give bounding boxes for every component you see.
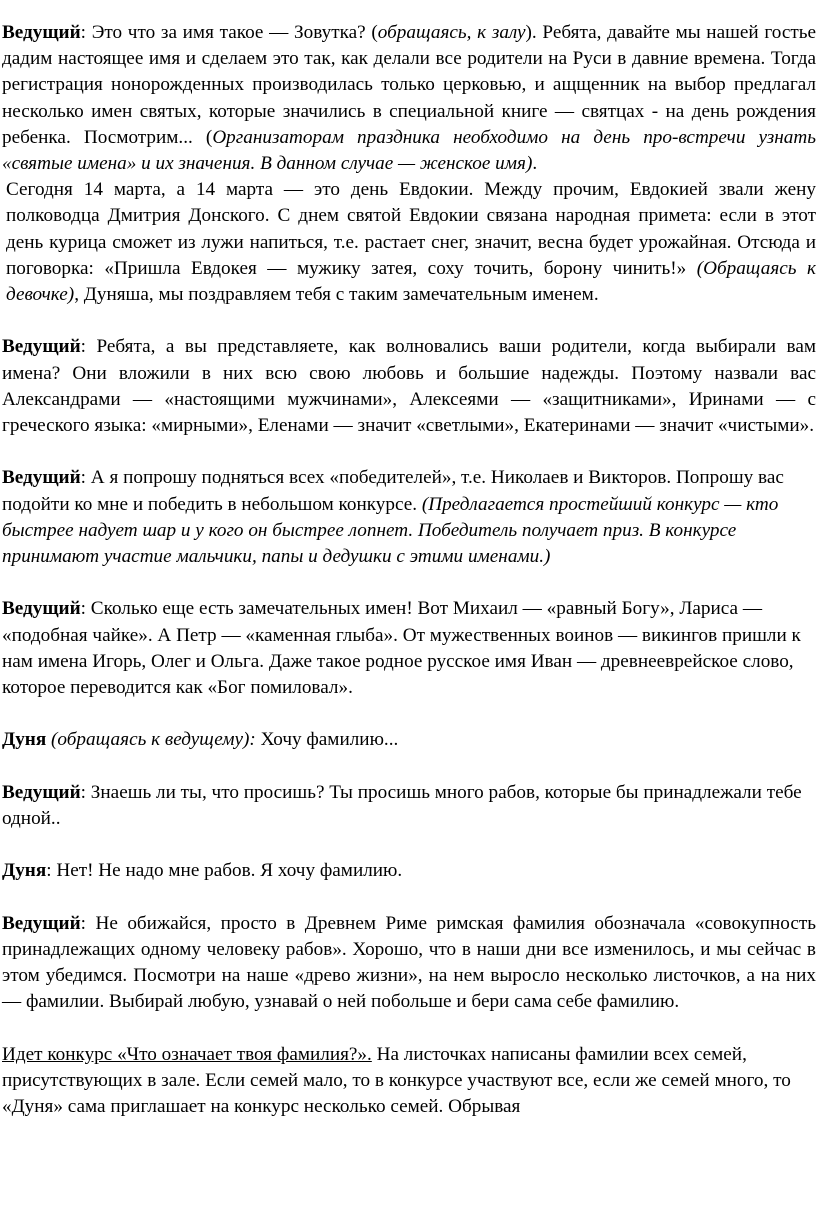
paragraph-1: Ведущий: Это что за имя такое — Зовутка? (обращаясь, к залу). Ребята, давайте мы нашей гостье дадим настоящее имя и сделаем это так, как делали все родители на Руси в давние времена. Тогда регистрация нонорожденных производилась только церковью, и ащщенник на выбор предлагал несколько имен святых, которые значились в специальной книге — святцах - на день рождения ребенка. Посмотрим... (Организаторам праздника необходимо на день про-встречи узнать «святые имена» и их значения. В данном случае — женское имя). (2, 22, 816, 175)
paragraph-gap (2, 754, 816, 780)
speaker-label: Ведущий (2, 336, 81, 358)
speaker-label: Ведущий (2, 912, 81, 934)
paragraph-7: Ведущий: Знаешь ли ты, что просишь? Ты просишь много рабов, которые бы принадлежали тебе одной.. (2, 781, 802, 830)
stage-direction: (Предлагается простейший конкурс — кто быстрее надует шар и у кого он быстрее лопнет. Победитель получает приз. В конкурсе принимают участие мальчики, папы и дедушки с этими именами.) (2, 493, 779, 568)
speaker-label: Ведущий (2, 598, 81, 620)
paragraph-gap (2, 1016, 816, 1042)
speaker-label: Ведущий (2, 22, 81, 43)
paragraph-8: Дуня: Нет! Не надо мне рабов. Я хочу фамилию. (2, 860, 403, 882)
paragraph-gap (2, 308, 816, 334)
paragraph-2: Сегодня 14 марта, а 14 марта — это день Евдокии. Между прочим, Евдокией звали жену полководца Дмитрия Донского. С днем святой Евдокии связана народная примета: если в этот день курица сможет из лужи напиться, т.е. растает снег, значит, весна будет урожайная. Отсюда и поговорка: «Пришла Евдокея — мужику затея, соху точить, борону чинить!» (Обращаясь к девочке), Дуняша, мы поздравляем тебя с таким замечательным именем. (6, 179, 816, 306)
paragraph-gap (2, 570, 816, 596)
paragraph-3: Ведущий: Ребята, а вы представляете, как волновались ваши родители, когда выбирали вам имена? Они вложили в них всю свою любовь и большие надежды. Поэтому назвали вас Александрами — «настоящими мужчинами», Алексеями — «защитниками», Иринами — с греческого языка: «мирными», Еленами — значит «светлыми», Екатеринами — значит «чистыми». (2, 336, 816, 437)
paragraph-gap (2, 885, 816, 911)
paragraph-gap (2, 832, 816, 858)
speaker-label: Ведущий (2, 467, 81, 489)
stage-direction: Организаторам праздника необходимо на день про-встречи узнать «святые имена» и их значения. В данном случае — женское имя) (2, 126, 816, 175)
speaker-label: Дуня (2, 860, 47, 882)
contest-heading: Идет конкурс «Что означает твоя фамилия?». (2, 1043, 372, 1065)
paragraph-gap (2, 701, 816, 727)
paragraph-5: Ведущий: Сколько еще есть замечательных имен! Вот Михаил — «равный Богу», Лариса — «подобная чайке». А Петр — «каменная глыба». От мужественных воинов — викингов пришли к нам имена Игорь, Олег и Ольга. Даже такое родное русское имя Иван — древнееврейское слово, которое переводится как «Бог помиловал». (2, 598, 801, 699)
paragraph-4: Ведущий: А я попрошу подняться всех «победителей», т.е. Николаев и Викторов. Попрошу вас подойти ко мне и победить в небольшом конкурсе. (Предлагается простейший конкурс — кто быстрее надует шар и у кого он быстрее лопнет. Победитель получает приз. В конкурсе принимают участие мальчики, папы и дедушки с этими именами.) (2, 467, 784, 568)
speaker-label: Ведущий (2, 781, 81, 803)
stage-direction: (обращаясь к ведущему): (46, 729, 256, 751)
paragraph-10: Идет конкурс «Что означает твоя фамилия?». На листочках написаны фамилии всех семей, присутствующих в зале. Если семей мало, то в конкурсе участвуют все, если же семей много, то «Дуня» сама приглашает на конкурс несколько семей. Обрывая (2, 1043, 791, 1118)
stage-direction: (Обращаясь к девочке) (6, 257, 816, 306)
paragraph-6: Дуня (обращаясь к ведущему): Хочу фамилию... (2, 729, 399, 751)
speaker-label: Дуня (2, 729, 47, 751)
paragraph-9: Ведущий: Не обижайся, просто в Древнем Риме римская фамилия обозначала «совокупность принадлежащих одному человеку рабов». Хорошо, что в наши дни все изменилось, и мы сейчас в этом убедимся. Посмотри на наше «древо жизни», на нем выросло несколько листочков, а на них — фамилии. Выбирай любую, узнавай о ней побольше и бери сама себе фамилию. (2, 912, 816, 1013)
paragraph-gap (2, 439, 816, 465)
